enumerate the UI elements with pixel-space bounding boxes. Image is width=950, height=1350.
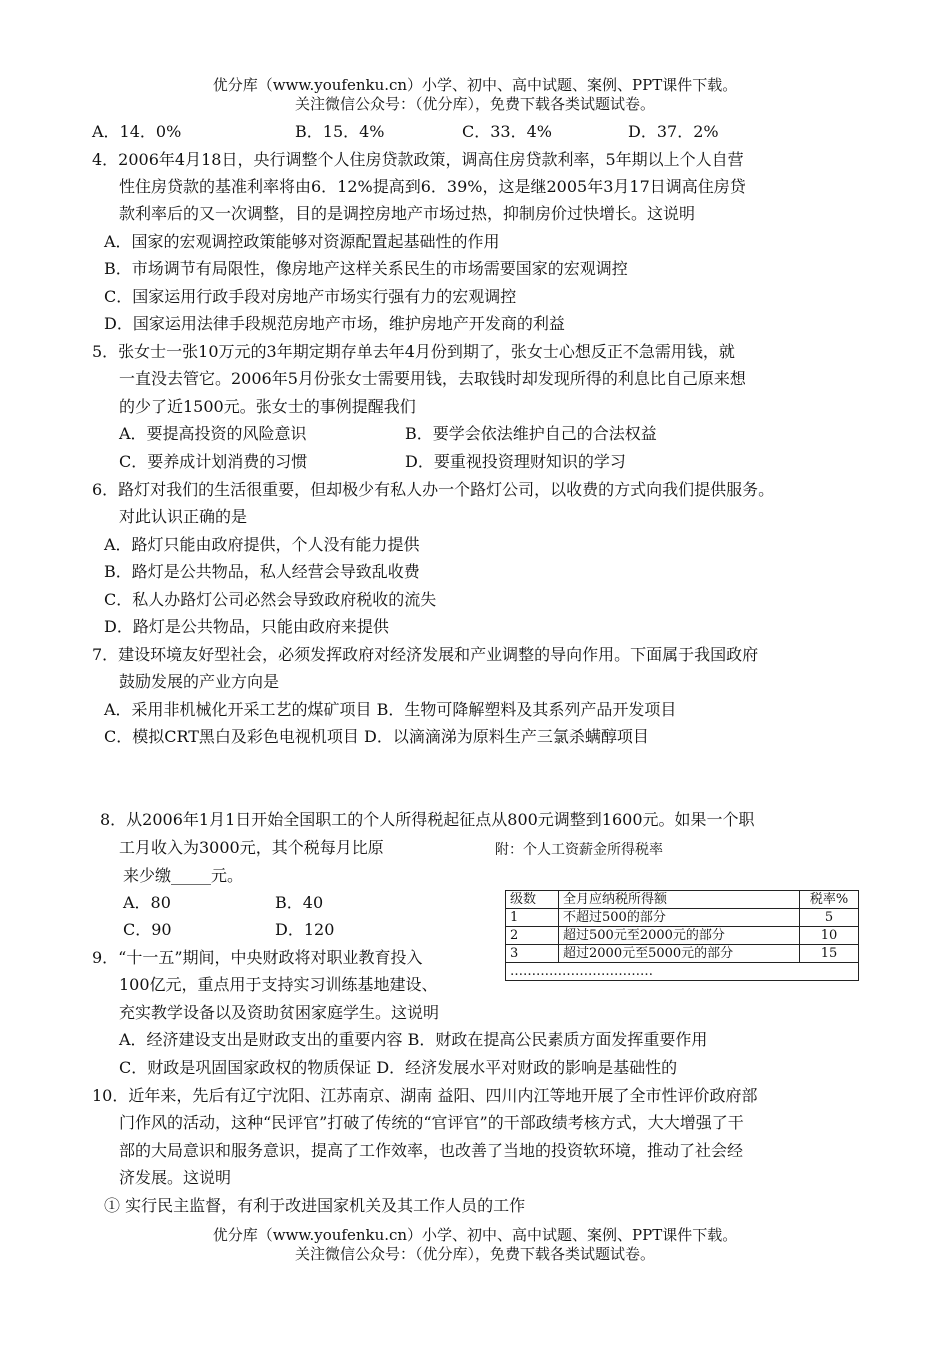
q4-stem-line: 款利率后的又一次调整，目的是调控房地产市场过热，抑制房价过快增长。这说明 <box>119 204 696 223</box>
header-line-1: 优分库（www.youfenku.cn）小学、初中、高中试题、案例、PPT课件下载。 <box>212 76 738 94</box>
q6-stem-line: 对此认识正确的是 <box>119 507 248 526</box>
q8-stem-line: 工月收入为3000元，其个税每月比原 <box>119 838 384 857</box>
table-cell: 3 <box>506 945 559 963</box>
table-ellipsis-cell: …………………………… <box>506 963 859 981</box>
q5-stem-line: 一直没去管它。2006年5月份张女士需要用钱，去取钱时却发现所得的利息比自己原来想 <box>119 369 746 388</box>
q7-stem-line: 鼓励发展的产业方向是 <box>119 672 280 691</box>
footer-line-1: 优分库（www.youfenku.cn）小学、初中、高中试题、案例、PPT课件下载。 <box>212 1226 738 1244</box>
q7-options-line: A．采用非机械化开采工艺的煤矿项目 B．生物可降解塑料及其系列产品开发项目 <box>104 700 677 719</box>
q8-option-c: C．90 <box>123 920 172 939</box>
q9-options-line: C．财政是巩固国家政权的物质保证 D．经济发展水平对财政的影响是基础性的 <box>119 1058 678 1077</box>
q3-option-b: B．15．4% <box>295 122 385 141</box>
q3-option-d: D．37．2% <box>628 122 719 141</box>
q5-stem-line: 5．张女士一张10万元的3年期定期存单去年4月份到期了，张女士心想反正不急需用钱，就 <box>92 342 735 361</box>
tax-table-note: 附：个人工资薪金所得税率 <box>495 842 663 858</box>
table-row <box>506 927 859 945</box>
q5-option-a: A．要提高投资的风险意识 <box>119 424 307 443</box>
q10-stem-line: 部的大局意识和服务意识，提高了工作效率，也改善了当地的投资软环境，推动了社会经 <box>119 1141 744 1160</box>
table-header-row <box>506 891 859 909</box>
q6-option: C．私人办路灯公司必然会导致政府税收的流失 <box>104 590 437 609</box>
table-header-cell: 全月应纳税所得额 <box>559 891 800 909</box>
table-cell: 超过2000元至5000元的部分 <box>559 945 800 963</box>
footer-line-2: 关注微信公众号：（优分库），免费下载各类试题试卷。 <box>294 1245 655 1263</box>
q9-stem-line: 100亿元，重点用于支持实习训练基地建设、 <box>119 975 438 994</box>
q4-option: A．国家的宏观调控政策能够对资源配置起基础性的作用 <box>104 232 500 251</box>
q9-options-line: A．经济建设支出是财政支出的重要内容 B．财政在提高公民素质方面发挥重要作用 <box>119 1030 708 1049</box>
q4-option: C．国家运用行政手段对房地产市场实行强有力的宏观调控 <box>104 287 517 306</box>
table-header-cell: 税率% <box>800 891 859 909</box>
table-row <box>506 945 859 963</box>
table-cell: 15 <box>800 945 859 963</box>
q9-stem-line: 充实教学设备以及资助贫困家庭学生。这说明 <box>119 1003 440 1022</box>
q10-stem-line: 10．近年来，先后有辽宁沈阳、江苏南京、湖南 益阳、四川内江等地开展了全市性评价政府部 <box>92 1086 758 1105</box>
q8-option-d: D．120 <box>275 920 335 939</box>
q3-option-a: A．14．0% <box>92 122 182 141</box>
table-cell: 1 <box>506 909 559 927</box>
q4-stem-line: 4．2006年4月18日，央行调整个人住房贷款政策，调高住房贷款利率，5年期以上个人自营 <box>92 150 744 169</box>
table-cell: 超过500元至2000元的部分 <box>559 927 800 945</box>
table-cell: 10 <box>800 927 859 945</box>
table-cell: 不超过500的部分 <box>559 909 800 927</box>
table-cell: 2 <box>506 927 559 945</box>
q8-option-b: B．40 <box>275 893 324 912</box>
q9-stem-line: 9．“十一五”期间，中央财政将对职业教育投入 <box>92 948 423 967</box>
tax-rate-table <box>505 890 859 981</box>
q8-stem-line: 8．从2006年1月1日开始全国职工的个人所得税起征点从800元调整到1600元。如果一个职 <box>100 810 755 829</box>
table-row <box>506 909 859 927</box>
q10-statement-1: ① 实行民主监督，有利于改进国家机关及其工作人员的工作 <box>104 1196 526 1215</box>
q5-stem-line: 的少了近1500元。张女士的事例提醒我们 <box>119 397 416 416</box>
q4-option: D．国家运用法律手段规范房地产市场，维护房地产开发商的利益 <box>104 314 565 333</box>
table-header-cell: 级数 <box>506 891 559 909</box>
q5-option-c: C．要养成计划消费的习惯 <box>119 452 308 471</box>
q7-stem-line: 7．建设环境友好型社会，必须发挥政府对经济发展和产业调整的导向作用。下面属于我国政府 <box>92 645 759 664</box>
q6-option: A．路灯只能由政府提供，个人没有能力提供 <box>104 535 420 554</box>
q7-options-line: C．模拟CRT黑白及彩色电视机项目 D．以滴滴涕为原料生产三氯杀螨醇项目 <box>104 727 649 746</box>
q3-option-c: C．33．4% <box>462 122 552 141</box>
header-line-2: 关注微信公众号：（优分库），免费下载各类试题试卷。 <box>294 95 655 113</box>
table-cell: 5 <box>800 909 859 927</box>
q10-stem-line: 门作风的活动，这种“民评官”打破了传统的“官评官”的干部政绩考核方式，大大增强了干 <box>119 1113 744 1132</box>
q8-option-a: A．80 <box>123 893 171 912</box>
q4-stem-line: 性住房贷款的基准利率将由6．12%提高到6．39%，这是继2005年3月17日调高住房贷 <box>119 177 746 196</box>
q8-stem-line: 来少缴_____元。 <box>123 866 244 885</box>
q6-option: D．路灯是公共物品，只能由政府来提供 <box>104 617 389 636</box>
q6-option: B．路灯是公共物品，私人经营会导致乱收费 <box>104 562 420 581</box>
q6-stem-line: 6．路灯对我们的生活很重要，但却极少有私人办一个路灯公司，以收费的方式向我们提供服务。 <box>92 480 775 499</box>
q5-option-d: D．要重视投资理财知识的学习 <box>405 452 626 471</box>
q5-option-b: B．要学会依法维护自己的合法权益 <box>405 424 657 443</box>
q10-stem-line: 济发展。这说明 <box>119 1168 232 1187</box>
q4-option: B．市场调节有局限性，像房地产这样关系民生的市场需要国家的宏观调控 <box>104 259 628 278</box>
table-row <box>506 963 859 981</box>
